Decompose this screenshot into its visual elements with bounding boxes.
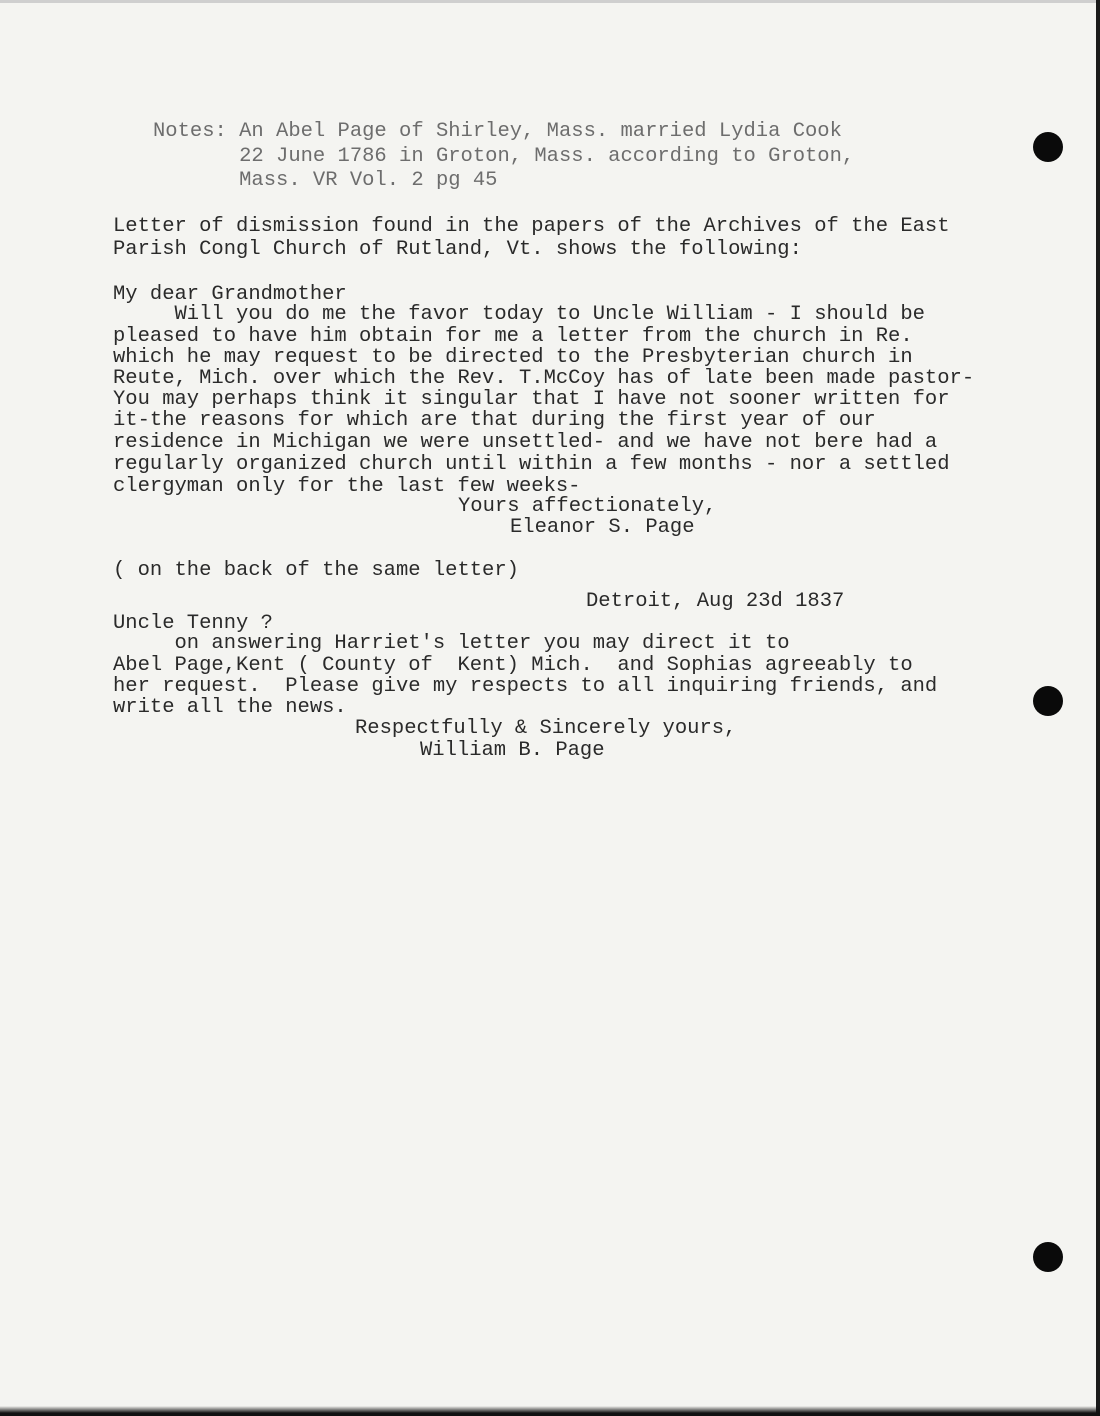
intro-line-1: Letter of dismission found in the papers of the Archives of the East xyxy=(113,215,950,238)
letter2-body-line-2: Abel Page,Kent ( County of Kent) Mich. and Sophias agreeably to xyxy=(113,654,913,677)
letter2-body-line-1: on answering Harriet's letter you may direct it to xyxy=(113,632,790,655)
letter2-salutation: Uncle Tenny ? xyxy=(113,612,273,635)
notes-line-3: Mass. VR Vol. 2 pg 45 xyxy=(153,169,498,192)
punch-hole-top xyxy=(1033,132,1063,162)
notes-line-1: Notes: An Abel Page of Shirley, Mass. married Lydia Cook xyxy=(153,120,842,143)
letter2-place-date: Detroit, Aug 23d 1837 xyxy=(586,590,845,613)
letter2-body-line-3: her request. Please give my respects to all inquiring friends, and xyxy=(113,675,938,698)
scan-edge-right xyxy=(1096,0,1100,1416)
letter1-body-line-6: it-the reasons for which are that during the first year of our xyxy=(113,409,876,432)
letter2-closing: Respectfully & Sincerely yours, xyxy=(355,717,737,740)
punch-hole-middle xyxy=(1033,686,1063,716)
scan-edge-bottom xyxy=(0,1406,1100,1416)
letter1-body-line-1: Will you do me the favor today to Uncle William - I should be xyxy=(113,303,925,326)
letter1-body-line-8: regularly organized church until within a few months - nor a settled xyxy=(113,453,950,476)
letter1-salutation: My dear Grandmother xyxy=(113,283,347,306)
letter1-body-line-4: Reute, Mich. over which the Rev. T.McCoy has of late been made pastor- xyxy=(113,367,975,390)
notes-line-2: 22 June 1786 in Groton, Mass. according to Groton, xyxy=(153,145,855,168)
letter2-signature: William B. Page xyxy=(420,739,605,762)
scan-edge-top xyxy=(0,0,1100,3)
letter1-signature: Eleanor S. Page xyxy=(510,516,695,539)
letter1-body-line-2: pleased to have him obtain for me a letter from the church in Re. xyxy=(113,325,913,348)
letter1-body-line-7: residence in Michigan we were unsettled- and we have not bere had a xyxy=(113,431,938,454)
back-note: ( on the back of the same letter) xyxy=(113,559,519,582)
letter1-closing: Yours affectionately, xyxy=(458,495,717,518)
letter1-body-line-3: which he may request to be directed to the Presbyterian church in xyxy=(113,346,913,369)
letter1-body-line-5: You may perhaps think it singular that I have not sooner written for xyxy=(113,388,950,411)
intro-line-2: Parish Congl Church of Rutland, Vt. shows the following: xyxy=(113,238,802,261)
letter1-body-line-9: clergyman only for the last few weeks- xyxy=(113,475,581,498)
letter2-body-line-4: write all the news. xyxy=(113,696,347,719)
punch-hole-bottom xyxy=(1033,1242,1063,1272)
